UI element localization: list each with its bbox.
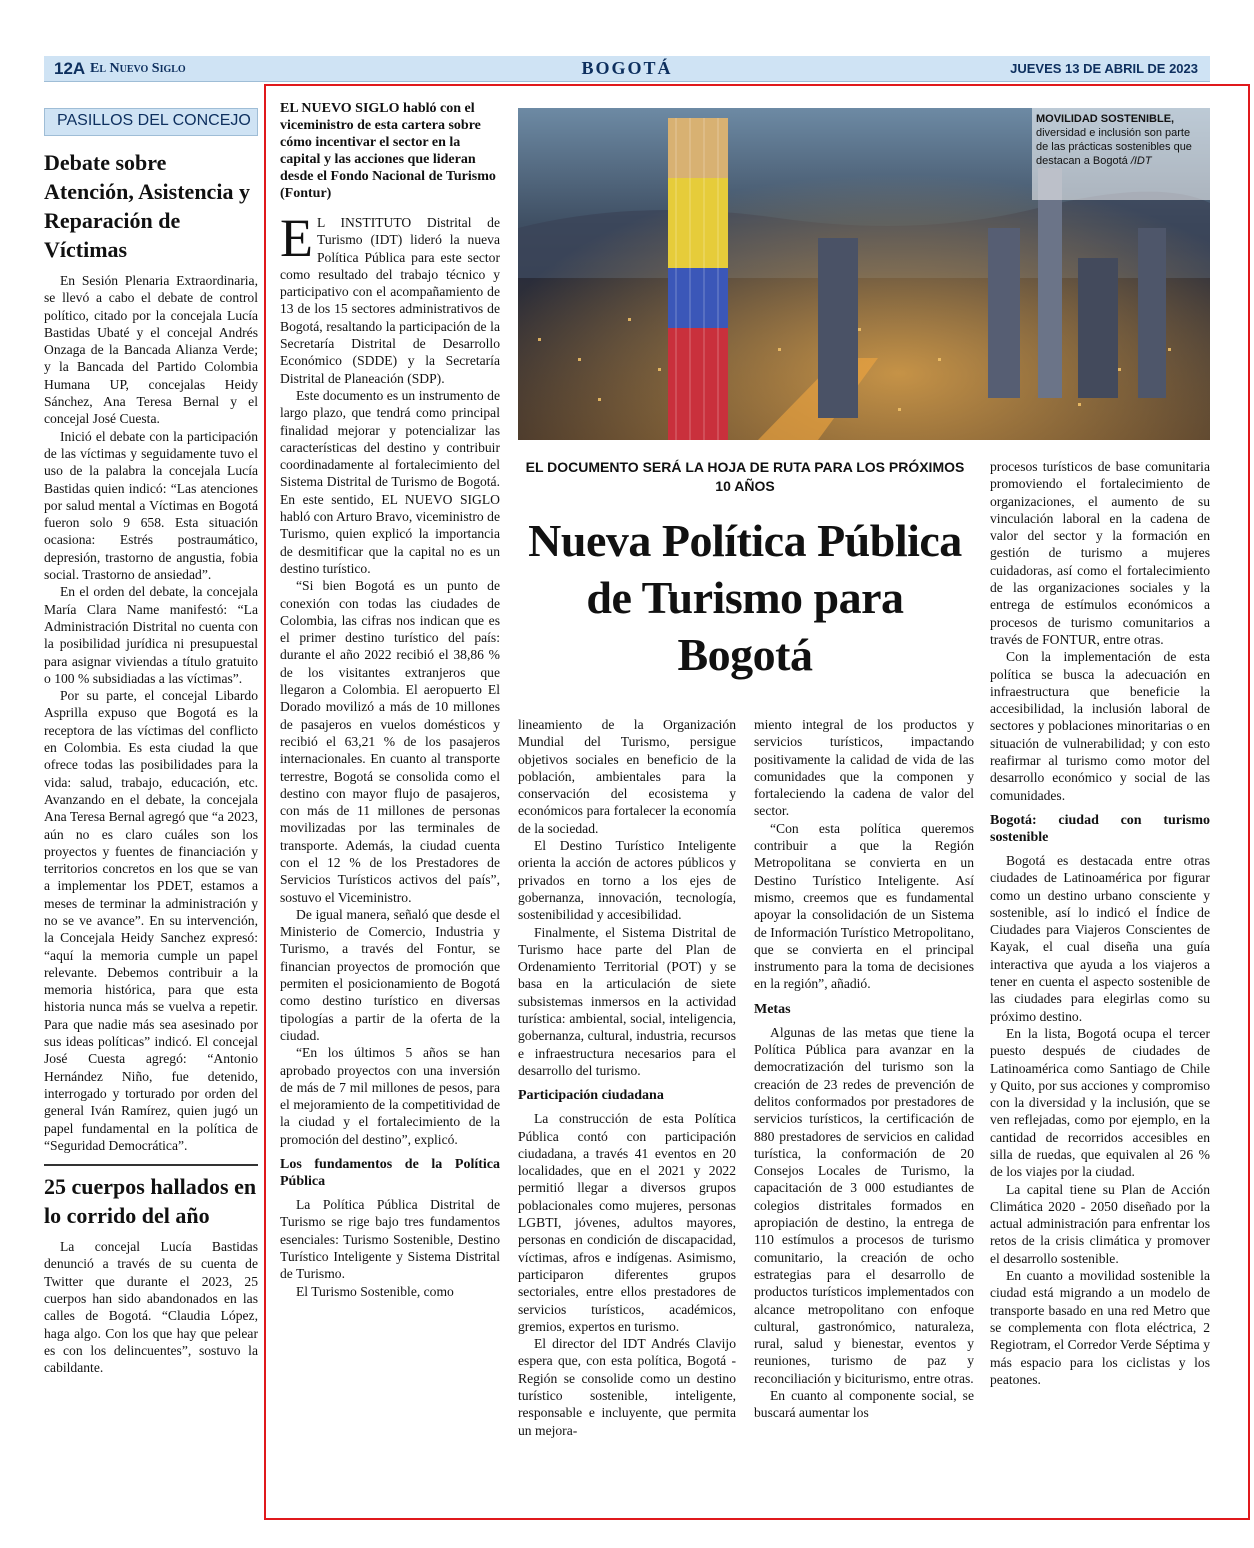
photo-credit: /IDT — [1130, 155, 1152, 167]
paragraph: El Turismo Sostenible, como — [296, 1283, 454, 1299]
page-header — [44, 56, 1210, 82]
subhead-bogota: Bogotá: ciudad con turismo sostenible — [990, 812, 1210, 845]
paragraph: Este documento es un instrumento de largo plazo, que tendrá como principal finalidad mejorar y potencializar las características del destino y contribuir coordinadamente al fortalecimiento del Sistema Distrital de Turismo de Bogotá. En este sentido, EL NUEVO SIGLO habló con Arturo Bravo, viceministro de Turismo, quien explicó la importancia de desmitificar que la capital no es un destino turístico. — [280, 387, 500, 576]
article-column-1 — [280, 100, 500, 1300]
page-number: 12A — [54, 59, 86, 78]
paragraph: “Con esta política queremos contribuir a que la Región Metropolitana se convierta en un Destino Turístico Inteligente. Así mismo, creemos que es fundamental apoyar la consolidación de un Sistema de Información Turístico Metropolitano, que se convierta en el principal instrumento para la toma de decisiones en la región”, añadió. — [754, 820, 974, 992]
paragraph: En cuanto al componente social, se buscará aumentar los — [754, 1387, 974, 1421]
paragraph: En cuanto a movilidad sostenible la ciudad está migrando a un modelo de transporte basado en una red Metro que se complementa con flota eléctrica, 2 Regiotram, el Corredor Verde Séptima y más espacio para los ciclistas y los peatones. — [990, 1268, 1210, 1387]
issue-date: JUEVES 13 DE ABRIL DE 2023 — [1010, 61, 1198, 76]
paragraph: Por su parte, el concejal Libardo Asprilla expuso que Bogotá es la receptora de las víctimas del conflicto en Colombia. Es esta ciudad la que ofrece todas las posibilidades para la vida: salud, trabajo, educación, etc. Avanzando en el debate, la concejala Ana Teresa Bernal agregó que “a 2023, aún no es claro cuáles son los proyectos y fuentes de financiación y territorios concretos en los que se van a implementar los PDET, estamos a meses de terminar la administración y no se ve avance”. En su intervención, la Concejala Heidy Sanchez expresó: “aquí la memoria cumple un papel relevante. Debemos contribuir a la memoria histórica, para que esta historia nunca más se vuelva a repetir. Para que nadie más sea asesinado por sus ideas políticas” indicó. El concejal José Cuesta agregó: “Antonio Hernández Niño, fue detenido, interrogado y torturado por orden del general Iván Ramírez, quien jugó un papel fundamental en la política de “Seguridad Democrática”. — [44, 688, 258, 1153]
paragraph: El director del IDT Andrés Clavijo espera que, con esta política, Bogotá - Región se consolide como un destino turístico sostenible, inteligente, responsable e incluyente, que permita un mejora- — [518, 1336, 736, 1438]
paragraph: La Política Pública Distrital de Turismo se rige bajo tres fundamentos esenciales: Turismo Sostenible, Destino Turístico Inteligente y Sistema Distrital de Turismo. — [280, 1197, 500, 1282]
subhead-participacion: Participación ciudadana — [518, 1088, 664, 1104]
paragraph: Bogotá es destacada entre otras ciudades de Latinoamérica por figurar como un destino urbano consciente y sostenible, así lo indicó el Índice de Ciudades para Viajeros Conscientes de Kayak, el cual diseña una guía interactiva que ayuda a los viajeros a tener en cuenta el aspecto sostenible de las ciudades para elegirlas como su próximo destino. — [990, 852, 1210, 1024]
paragraph: Con la implementación de esta política se busca la adecuación en infraestructura que beneficie la accesibilidad, la inclusión laboral de sectores y poblaciones minoritarias o en situación de vulnerabilidad; y con esto reafirmar al turismo como motor del desarrollo económico y social de las comunidades. — [990, 649, 1210, 803]
paragraph: “En los últimos 5 años se han aprobado proyectos con una inversión de más de 7 mil millones de pesos, para el mejoramiento de la competitividad de la ciudad y el fortalecimiento de la promoción del destino”, explicó. — [280, 1045, 500, 1147]
paragraph: Algunas de las metas que tiene la Política Pública para avanzar en la democratización del turismo son la creación de 23 redes de prevención de delitos conformados por prestadores de servicios turísticos, la certificación de 880 prestadores de servicios en calidad turística, la conformación de 20 Consejos Locales de Turismo, la capacitación de 3 000 estudiantes de colegios distritales formados en apropiación de destino, la entrega de 110 estímulos a procesos de turismo comunitario, la creación de ocho estrategias para el desarrollo de productos turísticos implementados con alcance metropolitano con enfoque cultural, gastronómico, naturaleza, rural, salud y bienestar, eventos y reuniones, turismo de paz y reconciliación y biciturismo, entre otras. — [754, 1024, 974, 1386]
section-title: BOGOTÁ — [581, 58, 673, 78]
paragraph: La construcción de esta Política Pública contó con participación ciudadana, a través 41 eventos en 20 localidades, que en el 2021 y 2022 permitió llegar a diversos grupos poblacionales como mujeres, personas LGBTI, jóvenes, adultos mayores, personas en condición de discapacidad, víctimas, afros e indígenas. Asimismo, participaron diferentes grupos sectoriales, entre ellos prestadores de servicios turísticos, académicos, gremios, expertos en turismo. — [518, 1111, 736, 1334]
article-column-3 — [754, 716, 974, 1422]
lead-paragraph: L INSTITUTO Distrital de Turismo (IDT) lideró la nueva Política Pública para este sector como resultado del trabajo técnico y participativo con el acompañamiento de 13 de los 15 sectores administrativos de Bogotá, resaltando la participación de la Secretaría Distrital de Desarrollo Económico (SDDE) y la Secretaría Distrital de Planeación (SDP). — [280, 215, 500, 386]
article-overline: EL DOCUMENTO SERÁ LA HOJA DE RUTA PARA LOS PRÓXIMOS 10 AÑOS — [525, 459, 965, 494]
left-body-1 — [44, 272, 258, 1154]
article-column-2 — [518, 716, 736, 1439]
paragraph: Inició el debate con la participación de las víctimas y seguidamente tuvo el uso de la palabra la concejala Lucía Bastidas quien indicó: “Las atenciones por salud mental a Víctimas en Bogotá fueron solo 9 658. Esta situación ocasiona: Estrés postraumático, depresión, trastorno de angustia, fobia social. Trastorno de ansiedad”. — [44, 428, 258, 583]
caption-lead: MOVILIDAD SOSTENIBLE, — [1036, 113, 1175, 125]
article-column-4 — [990, 458, 1210, 1388]
article-kicker: EL NUEVO SIGLO habló con el viceministro de esta cartera sobre cómo incentivar el sector en la capital y las acciones que lideran desde el Fondo Nacional de Turismo (Fontur) — [280, 101, 496, 201]
caption-text: diversidad e inclusión son parte de las prácticas sostenibles que destacan a Bogotá — [1036, 127, 1192, 167]
subhead-metas: Metas — [754, 1001, 791, 1017]
photo-caption — [1036, 112, 1200, 168]
paragraph: La capital tiene su Plan de Acción Climática 2020 - 2050 diseñado por la actual administración para enfrentar los retos de la crisis climática y promover el desarrollo sostenible. — [990, 1181, 1210, 1266]
drop-cap: E — [280, 208, 313, 268]
paragraph: miento integral de los productos y servicios turísticos, impactando positivamente la calidad de vida de las comunidades que la componen y fortaleciendo la cadena de valor del sector. — [754, 717, 974, 819]
paragraph: Finalmente, el Sistema Distrital de Turismo hace parte del Plan de Ordenamiento Territorial (POT) y se basa en la articulación de siete subsistemas inmersos en la actividad turística: ambiental, social, inteligencia, gobernanza, cultural, industria, recursos e infraestructura necesarios para el desarrollo del turismo. — [518, 924, 736, 1078]
left-headline-2: 25 cuerpos hallados en lo corrido del año — [44, 1164, 258, 1230]
left-headline-1: Debate sobre Atención, Asistencia y Reparación de Víctimas — [44, 150, 250, 262]
article-body-1 — [280, 208, 500, 1300]
paragraph: La concejal Lucía Bastidas denunció a través de su cuenta de Twitter que durante el 2023, 25 cuerpos han sido abandonados en las calles de Bogotá. “Claudia López, haga algo. Con los que hay que pelear es con los delincuentes”, sostuvo la cabildante. — [44, 1239, 258, 1376]
paragraph: procesos turísticos de base comunitaria promoviendo el fortalecimiento de organizaciones, el aumento de su vinculación laboral en la cadena de valor del sector y la formación en gestión de turismo a mujeres cuidadoras, así como el fortalecimiento de las organizaciones sociales y la entrega de estímulos económicos a procesos de turismo comunitarios a través de FONTUR, entre otras. — [990, 459, 1210, 647]
paragraph: lineamiento de la Organización Mundial del Turismo, persigue objetivos sociales en beneficio de la población, ambientales para la conservación del ecosistema y económicos para fortalecer la economía de la sociedad. — [518, 717, 736, 836]
left-body-2 — [44, 1238, 258, 1376]
paragraph: El Destino Turístico Inteligente orienta la acción de actores públicos y privados en torno a los ejes de gobernanza, innovación, tecnología, sostenibilidad y accesibilidad. — [518, 838, 736, 923]
subhead-fundamentos: Los fundamentos de la Política Pública — [280, 1157, 500, 1190]
paragraph: “Si bien Bogotá es un punto de conexión con todas las ciudades de Colombia, las cifras nos indican que es el primer destino turístico del país: durante el año 2022 recibió el 38,86 % de los visitantes extranjeros que llegaron a Colombia. El aeropuerto El Dorado movilizó a más de 10 millones de pasajeros en vuelos domésticos y recibió el 63,21 % de los pasajeros internacionales. En cuanto al transporte terrestre, Bogotá se consolida como el destino con mayor flujo de pasajeros, con más de 11 millones de personas movilizadas por las terminales de transporte. Además, la ciudad cuenta con el 12 % de los Prestadores de Servicios Turísticos activos del país”, sostuvo el Viceministro. — [280, 578, 500, 905]
section-tag: PASILLOS DEL CONCEJO — [44, 108, 258, 136]
article-headline: Nueva Política Pública de Turismo para Bogotá — [528, 515, 962, 680]
left-column — [44, 108, 258, 1377]
paragraph: En el orden del debate, la concejala María Clara Name manifestó: “La Administración Distrital no cuenta con la posibilidad jurídica ni presupuestal para asignar viviendas a título gratuito o 100 % subsidiadas a las víctimas”. — [44, 584, 258, 686]
newspaper-name: El Nuevo Siglo — [90, 61, 186, 76]
paragraph: De igual manera, señaló que desde el Ministerio de Comercio, Industria y Turismo, a través del Fontur, se financian proyectos de promoción que permiten el posicionamiento de Bogotá como destino turístico en diversas tipologías a partir de la oferta de la ciudad. — [280, 906, 500, 1043]
paragraph: En Sesión Plenaria Extraordinaria, se llevó a cabo el debate de control político, citado por la concejala Lucía Bastidas Ubaté y el concejal Andrés Onzaga de la Bancada Alianza Verde; y la Bancada del Partido Colombia Humana UP, concejalas Heidy Sánchez, Ana Teresa Bernal y el concejal José Cuesta. — [44, 273, 258, 427]
paragraph: En la lista, Bogotá ocupa el tercer puesto después de ciudades de Latinoamérica como Santiago de Chile y Quito, por sus acciones y compromiso con la diversidad y la inclusión, que se ven reflejadas, como por ejemplo, en la cantidad de recorridos accesibles en silla de ruedas, que equivalen al 26 % de los viajes por la ciudad. — [990, 1025, 1210, 1180]
